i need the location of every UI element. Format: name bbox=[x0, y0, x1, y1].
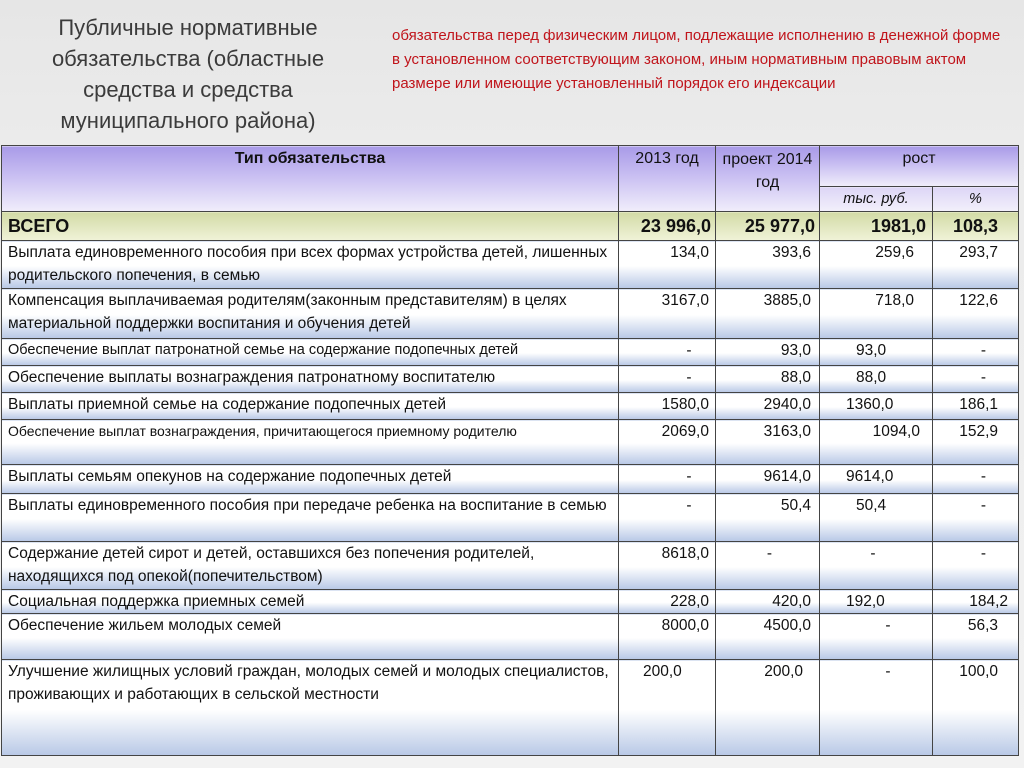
row-2013: 134,0 bbox=[619, 241, 716, 289]
row-2013: 3167,0 bbox=[619, 289, 716, 339]
row-2014: 2940,0 bbox=[716, 393, 820, 420]
row-abs: 718,0 bbox=[820, 289, 933, 339]
table-row bbox=[2, 660, 1019, 756]
row-pct: - bbox=[933, 366, 1019, 393]
table-row bbox=[2, 494, 1019, 542]
row-abs: 1360,0 bbox=[820, 393, 933, 420]
row-abs: 88,0 bbox=[820, 366, 933, 393]
row-label: Содержание детей сирот и детей, оставшихся без попечения родителей, находящихся под опекой(попечительством) bbox=[2, 542, 619, 590]
row-abs: 93,0 bbox=[820, 339, 933, 366]
total-row bbox=[2, 212, 1019, 241]
slide-title: Публичные нормативные обязательства (областные средства и средства муниципального района) bbox=[51, 15, 325, 133]
row-2014: 93,0 bbox=[716, 339, 820, 366]
row-abs: - bbox=[820, 542, 933, 590]
total-2013: 23 996,0 bbox=[619, 212, 716, 241]
header-growth: рост bbox=[820, 146, 1019, 187]
total-2014: 25 977,0 bbox=[716, 212, 820, 241]
definition-text: обязательства перед физическим лицом, подлежащие исполнению в денежной форме в установленном соответствующим законом, иным нормативным правовым актом размере или имеющие установленный порядок его индексации bbox=[392, 27, 1001, 92]
row-abs: 9614,0 bbox=[820, 465, 933, 494]
row-label: Обеспечение жильем молодых семей bbox=[2, 614, 619, 660]
row-abs: 192,0 bbox=[820, 590, 933, 614]
row-abs: 1094,0 bbox=[820, 420, 933, 465]
row-label: Улучшение жилищных условий граждан, молодых семей и молодых специалистов, проживающих и работающих в сельской местности bbox=[2, 660, 619, 756]
total-abs: 1981,0 bbox=[820, 212, 933, 241]
obligations-table bbox=[1, 145, 1019, 756]
row-abs: 259,6 bbox=[820, 241, 933, 289]
row-2013: 1580,0 bbox=[619, 393, 716, 420]
row-2014: 50,4 bbox=[716, 494, 820, 542]
row-pct: - bbox=[933, 494, 1019, 542]
row-2013: 8000,0 bbox=[619, 614, 716, 660]
header-2014: проект 2014 год bbox=[716, 146, 820, 212]
row-pct: - bbox=[933, 542, 1019, 590]
row-label: Компенсация выплачиваемая родителям(законным представителям) в целях материальной поддержки воспитания и обучения детей bbox=[2, 289, 619, 339]
row-2014: 3163,0 bbox=[716, 420, 820, 465]
row-2014: - bbox=[716, 542, 820, 590]
row-2013: 228,0 bbox=[619, 590, 716, 614]
row-pct: 293,7 bbox=[933, 241, 1019, 289]
table-row bbox=[2, 420, 1019, 465]
row-2014: 9614,0 bbox=[716, 465, 820, 494]
row-2013: - bbox=[619, 465, 716, 494]
row-2013: 200,0 bbox=[619, 660, 716, 756]
row-label: Выплата единовременного пособия при всех формах устройства детей, лишенных родительского попечения, в семью bbox=[2, 241, 619, 289]
table-row bbox=[2, 339, 1019, 366]
row-2014: 200,0 bbox=[716, 660, 820, 756]
row-label: Выплаты приемной семье на содержание подопечных детей bbox=[2, 393, 619, 420]
header-type: Тип обязательства bbox=[2, 146, 619, 212]
row-label: Обеспечение выплат вознаграждения, причитающегося приемному родителю bbox=[2, 420, 619, 465]
table-row bbox=[2, 465, 1019, 494]
row-2013: 8618,0 bbox=[619, 542, 716, 590]
row-pct: 100,0 bbox=[933, 660, 1019, 756]
row-2013: - bbox=[619, 494, 716, 542]
header-growth-pct: % bbox=[933, 187, 1019, 212]
row-2013: 2069,0 bbox=[619, 420, 716, 465]
row-2014: 4500,0 bbox=[716, 614, 820, 660]
row-pct: 184,2 bbox=[933, 590, 1019, 614]
row-pct: - bbox=[933, 465, 1019, 494]
row-2013: - bbox=[619, 339, 716, 366]
row-label: Выплаты единовременного пособия при передаче ребенка на воспитание в семью bbox=[2, 494, 619, 542]
header-2013: 2013 год bbox=[619, 146, 716, 212]
row-2014: 3885,0 bbox=[716, 289, 820, 339]
table-row bbox=[2, 542, 1019, 590]
table-row bbox=[2, 366, 1019, 393]
row-pct: - bbox=[933, 339, 1019, 366]
table-row bbox=[2, 590, 1019, 614]
row-pct: 152,9 bbox=[933, 420, 1019, 465]
row-label: Выплаты семьям опекунов на содержание подопечных детей bbox=[2, 465, 619, 494]
row-pct: 122,6 bbox=[933, 289, 1019, 339]
table-row bbox=[2, 393, 1019, 420]
row-2014: 420,0 bbox=[716, 590, 820, 614]
row-2014: 88,0 bbox=[716, 366, 820, 393]
row-abs: - bbox=[820, 660, 933, 756]
header-growth-abs: тыс. руб. bbox=[820, 187, 933, 212]
row-2013: - bbox=[619, 366, 716, 393]
row-label: Обеспечение выплат патронатной семье на содержание подопечных детей bbox=[2, 339, 619, 366]
total-label: ВСЕГО bbox=[2, 212, 619, 241]
row-pct: 186,1 bbox=[933, 393, 1019, 420]
table-row bbox=[2, 241, 1019, 289]
table-row bbox=[2, 614, 1019, 660]
row-2014: 393,6 bbox=[716, 241, 820, 289]
row-pct: 56,3 bbox=[933, 614, 1019, 660]
row-abs: - bbox=[820, 614, 933, 660]
row-label: Социальная поддержка приемных семей bbox=[2, 590, 619, 614]
row-abs: 50,4 bbox=[820, 494, 933, 542]
row-label: Обеспечение выплаты вознаграждения патронатному воспитателю bbox=[2, 366, 619, 393]
total-pct: 108,3 bbox=[933, 212, 1019, 241]
table-row bbox=[2, 289, 1019, 339]
